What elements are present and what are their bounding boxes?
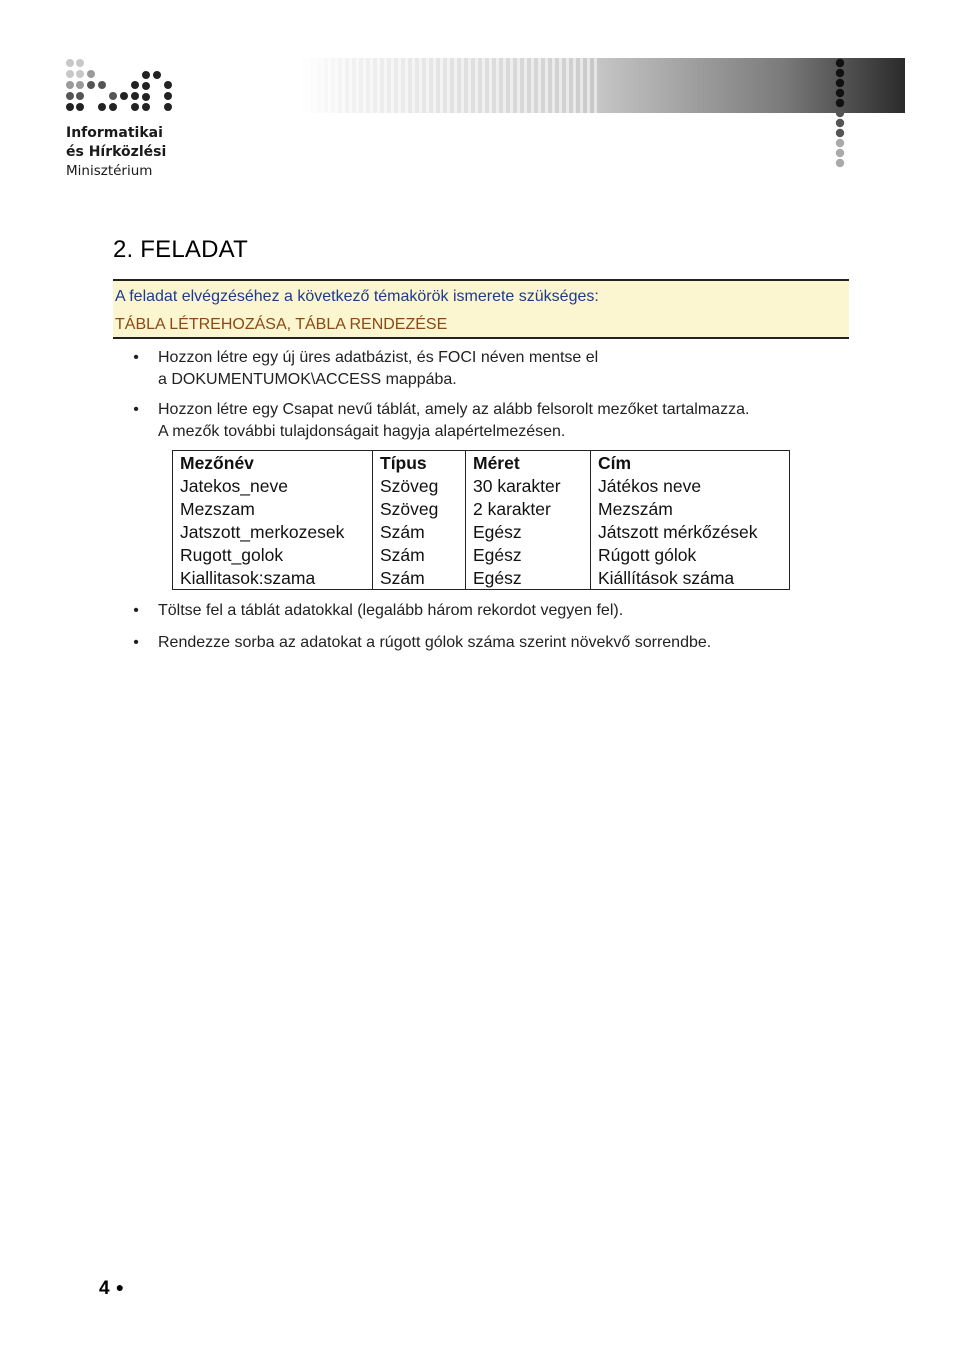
bullet-icon: • [133, 602, 139, 619]
table-cell: Egész [466, 520, 591, 543]
table-cell: Játékos neve [591, 474, 790, 497]
table-cell: Szöveg [373, 497, 466, 520]
logo-line-1: Informatikai [66, 125, 163, 141]
table-row [173, 520, 790, 543]
table-cell: Mezszam [173, 497, 373, 520]
task-text: Hozzon létre egy Csapat nevű táblát, amely az alább felsorolt mezőket tartalmazza. [158, 401, 750, 418]
task-text: A mezők további tulajdonságait hagyja alapértelmezésen. [158, 423, 566, 440]
table-cell: Szám [373, 543, 466, 566]
table-cell: Rúgott gólok [591, 543, 790, 566]
table-row [173, 497, 790, 520]
table-cell: Jatekos_neve [173, 474, 373, 497]
table-cell: Egész [466, 566, 591, 590]
task-text: Töltse fel a táblát adatokkal (legalább három rekordot vegyen fel). [158, 602, 624, 619]
prerequisites-intro: A feladat elvégzéséhez a következő témakörök ismerete szükséges: [115, 288, 599, 305]
table-cell: Kiállítások száma [591, 566, 790, 590]
table-row [173, 566, 790, 590]
column-header: Méret [466, 451, 591, 475]
page-title: 2. FELADAT [113, 236, 248, 263]
table-cell: Kiallitasok:szama [173, 566, 373, 590]
table-row [173, 543, 790, 566]
field-definition-table [172, 450, 790, 590]
table-row [173, 474, 790, 497]
page-number: 4 [99, 1278, 110, 1299]
table-cell: 2 karakter [466, 497, 591, 520]
table-cell: Mezszám [591, 497, 790, 520]
prerequisites-topics: TÁBLA LÉTREHOZÁSA, TÁBLA RENDEZÉSE [115, 316, 448, 333]
page-footer [99, 1278, 124, 1300]
dotted-column-icon [833, 58, 847, 168]
bullet-icon: • [133, 634, 139, 651]
column-header: Típus [373, 451, 466, 475]
bullet-icon: • [133, 401, 139, 418]
logo-line-3: Minisztérium [66, 163, 153, 179]
table-cell: Szám [373, 566, 466, 590]
prerequisites-box [113, 279, 849, 339]
table-cell: Játszott mérkőzések [591, 520, 790, 543]
table-cell: Szöveg [373, 474, 466, 497]
column-header: Cím [591, 451, 790, 475]
task-text: Rendezze sorba az adatokat a rúgott gólok száma szerint növekvő sorrendbe. [158, 634, 712, 651]
table-cell: 30 karakter [466, 474, 591, 497]
task-text: a DOKUMENTUMOK\ACCESS mappába. [158, 371, 457, 388]
table-header-row [173, 451, 790, 475]
ministry-logo-text [66, 124, 166, 181]
task-text: Hozzon létre egy új üres adatbázist, és FOCI néven mentse el [158, 349, 599, 366]
header-band-stripes [300, 58, 600, 113]
table-cell: Jatszott_merkozesek [173, 520, 373, 543]
logo-line-2: és Hírközlési [66, 144, 167, 160]
bullet-icon: • [133, 349, 139, 366]
column-header: Mezőnév [173, 451, 373, 475]
table-cell: Szám [373, 520, 466, 543]
table-cell: Egész [466, 543, 591, 566]
table-cell: Rugott_golok [173, 543, 373, 566]
footer-bullet-icon: ● [115, 1279, 125, 1295]
